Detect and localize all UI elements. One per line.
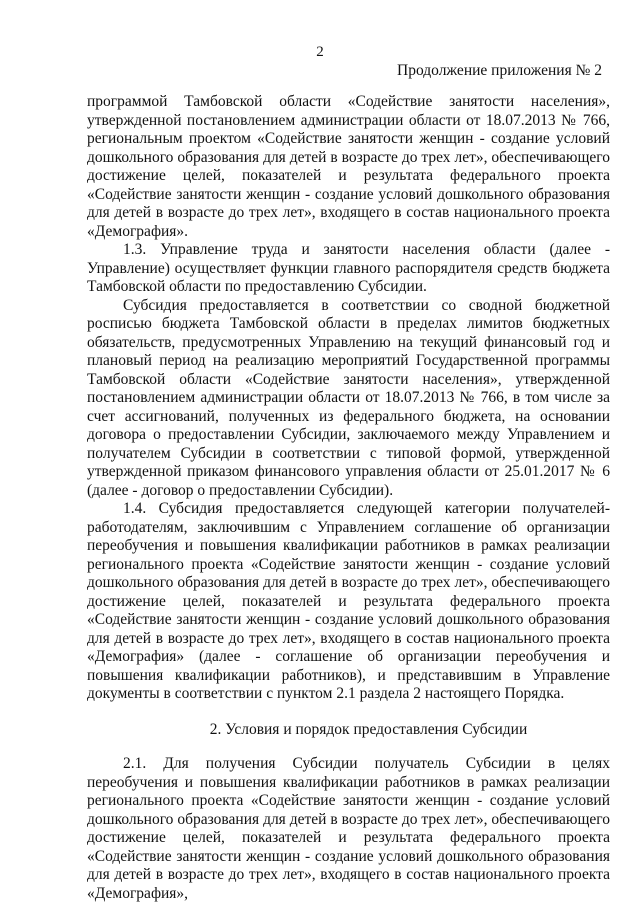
appendix-continuation-note: Продолжение приложения № 2: [397, 62, 602, 79]
paragraph-1-3: 1.3. Управление труда и занятости населения области (далее - Управление) осуществляет функции главного распорядителя средств бюджета Тамбовской области по предоставлению Субсидии.: [87, 241, 610, 295]
page-number: 2: [316, 44, 324, 60]
paragraph-continuation: программой Тамбовской области «Содействие занятости населения», утвержденной постановлением администрации области от 18.07.2013 № 766, региональным проектом «Содействие занятости женщин - создание условий дошкольного образования для детей в возрасте до трех лет», обеспечивающего достижение целей, показателей и результата федерального проекта «Содействие занятости женщин - создание условий дошкольного образования для детей в возрасте до трех лет», входящего в состав национального проекта «Демография».: [87, 93, 610, 240]
section-heading: 2. Условия и порядок предоставления Субсидии: [209, 720, 528, 738]
paragraph-subsidy-budget: Субсидия предоставляется в соответствии со сводной бюджетной росписью бюджета Тамбовской области в пределах лимитов бюджетных обязательств, предусмотренных Управлению на текущий финансовый год и плановый период на реализацию мероприятий Государственной программы Тамбовской области «Содействие занятости населения», утвержденной постановлением администрации области от 18.07.2013 № 766, в том числе за счет ассигнований, полученных из федерального бюджета, на основании договора о предоставлении Субсидии, заключаемого между Управлением и получателем Субсидии в соответствии с типовой формой, утвержденной утвержденной приказом финансового управления области от 25.01.2017 № 6 (далее - договор о предоставлении Субсидии).: [87, 296, 610, 499]
document-body: [87, 93, 610, 903]
paragraph-1-4: 1.4. Субсидия предоставляется следующей категории получателей-работодателям, заключившим с Управлением соглашение об организации переобучения и повышения квалификации работников в рамках реализации регионального проекта «Содействие занятости женщин - создание условий дошкольного образования для детей в возрасте до трех лет», обеспечивающего достижение целей, показателей и результата федерального проекта «Содействие занятости женщин - создание условий дошкольного образования для детей в возрасте до трех лет», входящего в состав национального проекта «Демография» (далее - соглашение об организации переобучения и повышения квалификации работников), и представившим в Управление документы в соответствии с пунктом 2.1 раздела 2 настоящего Порядка.: [87, 500, 610, 702]
paragraph-2-1: 2.1. Для получения Субсидии получатель Субсидии в целях переобучения и повышения квалификации работников в рамках реализации регионального проекта «Содействие занятости женщин - создание условий дошкольного образования для детей в возрасте до трех лет», обеспечивающего достижение целей, показателей и результата федерального проекта «Содействие занятости женщин - создание условий дошкольного образования для детей в возрасте до трех лет», входящего в состав национального проекта «Демография»,: [87, 755, 610, 902]
